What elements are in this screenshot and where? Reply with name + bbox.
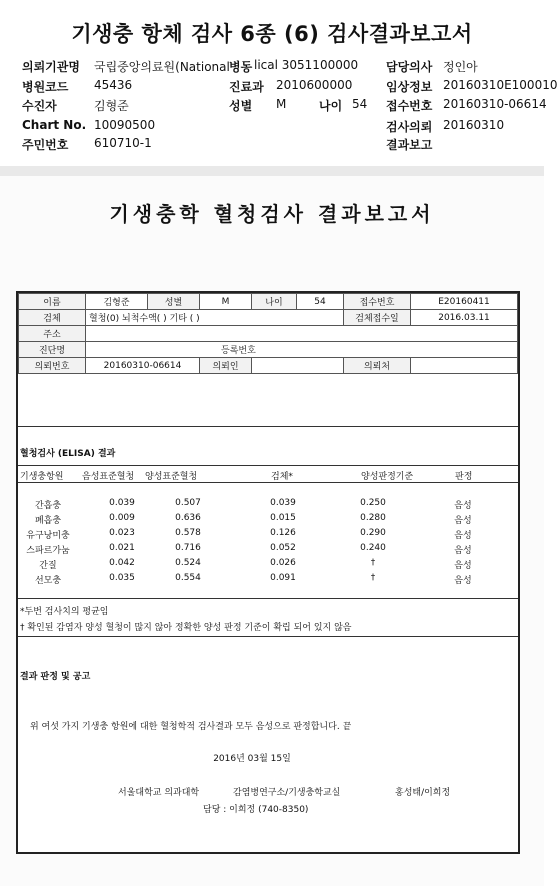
- divider-line: [18, 482, 518, 483]
- cell-specimen: 0.126: [270, 528, 296, 538]
- report-title: 기생충 항체 검사 6종 (6) 검사결과보고서: [71, 22, 473, 46]
- cell-negative-std: 0.039: [109, 498, 135, 508]
- contact: 담당 : 이희정 (740-8350): [203, 805, 309, 815]
- info-value-request-no: 20160310-06614: [86, 358, 200, 374]
- info-value-sex: M: [200, 294, 252, 310]
- value-doctor: 정인아: [443, 60, 478, 74]
- label-department: 진료과: [229, 80, 264, 94]
- label-chart-no: Chart No.: [22, 118, 87, 132]
- info-label-sex: 성별: [148, 294, 200, 310]
- label-receipt-no: 접수번호: [386, 99, 433, 113]
- cell-result: 음성: [454, 546, 472, 556]
- cell-result: 음성: [454, 531, 472, 541]
- value-chart-no: 10090500: [94, 118, 156, 132]
- divider-line: [18, 598, 518, 599]
- cell-antigen: 선모충: [34, 576, 62, 586]
- cell-result: 음성: [454, 516, 472, 526]
- report-box: [16, 291, 520, 854]
- value-sex: M: [276, 97, 287, 111]
- cell-antigen: 스파르가눔: [26, 546, 70, 556]
- cell-specimen: 0.015: [270, 513, 296, 523]
- col-header-result: 판정: [455, 472, 473, 482]
- divider-line: [18, 426, 518, 427]
- cell-negative-std: 0.035: [109, 573, 135, 583]
- col-header-specimen: 검체*: [271, 472, 293, 482]
- info-row-3: [19, 326, 518, 342]
- value-resident-no: 610710-1: [94, 136, 152, 150]
- label-doctor: 담당의사: [386, 60, 433, 74]
- cell-specimen: 0.052: [270, 543, 296, 553]
- cell-negative-std: 0.021: [109, 543, 135, 553]
- info-label-address: 주소: [19, 326, 86, 342]
- cell-positive-std: 0.578: [175, 528, 201, 538]
- col-header-negative-std: 음성표준혈청: [82, 472, 135, 482]
- cell-antigen: 유구낭미충: [26, 531, 70, 541]
- info-label-request-no: 의뢰번호: [19, 358, 86, 374]
- report-date: 2016년 03월 15일: [213, 754, 291, 764]
- cell-negative-std: 0.023: [109, 528, 135, 538]
- cell-positive-std: 0.524: [175, 558, 201, 568]
- info-label-age: 나이: [252, 294, 297, 310]
- cell-result: 음성: [454, 501, 472, 511]
- cell-antigen: 간흡충: [34, 501, 62, 511]
- scanned-report-title: 기생충학 혈청검사 결과보고서: [109, 202, 435, 226]
- value-clinical-info: 20160310E100010: [443, 78, 557, 92]
- label-patient: 수진자: [22, 99, 57, 113]
- cell-cutoff: 0.280: [360, 513, 386, 523]
- info-value-age: 54: [297, 294, 344, 310]
- cell-positive-std: 0.636: [175, 513, 201, 523]
- value-patient: 김형준: [94, 99, 129, 113]
- label-resident-no: 주민번호: [22, 138, 69, 152]
- info-label-specimen-date: 검체접수일: [344, 310, 411, 326]
- info-label-name: 이름: [19, 294, 86, 310]
- divider-line: [18, 636, 518, 637]
- value-hospital-code: 45436: [94, 78, 133, 92]
- note-average: *두번 검사치의 평균임: [20, 607, 109, 617]
- info-label-diagnosis: 진단명: [19, 342, 86, 358]
- info-label-specimen: 검체: [19, 310, 86, 326]
- label-request-date: 검사의뢰: [386, 120, 433, 134]
- divider-line: [18, 465, 518, 466]
- label-age: 나이: [319, 99, 343, 113]
- label-hospital-code: 병원코드: [22, 80, 69, 94]
- label-sex: 성별: [229, 99, 253, 113]
- info-row-1: [19, 294, 518, 310]
- elisa-section-title: 혈청검사 (ELISA) 결과: [20, 449, 116, 459]
- cell-positive-std: 0.507: [175, 498, 201, 508]
- cell-positive-std: 0.554: [175, 573, 201, 583]
- info-label-reg-no: 등록번호: [86, 342, 518, 358]
- info-value-name: 김형준: [86, 294, 148, 310]
- value-ward: lical 3051100000: [254, 58, 359, 72]
- info-label-receipt: 접수번호: [344, 294, 411, 310]
- info-value-specimen: 혈청(0) 뇌척수액( ) 기타 ( ): [86, 310, 344, 326]
- cell-cutoff: 0.250: [360, 498, 386, 508]
- department: 감염병연구소/기생충학교실: [233, 788, 341, 798]
- cell-antigen: 폐흡충: [34, 516, 62, 526]
- col-header-antigen: 기생충항원: [20, 472, 64, 482]
- info-row-5: [19, 358, 518, 374]
- info-value-requester: [252, 358, 344, 374]
- value-request-date: 20160310: [443, 118, 505, 132]
- cell-antigen: 간질: [39, 561, 57, 571]
- cell-positive-std: 0.716: [175, 543, 201, 553]
- label-clinical-info: 임상정보: [386, 80, 433, 94]
- value-age: 54: [352, 97, 368, 111]
- cell-result: 음성: [454, 561, 472, 571]
- value-department: 2010600000: [276, 78, 353, 92]
- col-header-cutoff: 양성판정기준: [361, 472, 414, 482]
- cell-negative-std: 0.042: [109, 558, 135, 568]
- institution: 서울대학교 의과대학: [118, 788, 200, 798]
- value-institution: 국립중앙의료원(National: [94, 60, 230, 74]
- cell-cutoff: 0.240: [360, 543, 386, 553]
- cell-specimen: 0.091: [270, 573, 296, 583]
- cell-cutoff: †: [370, 558, 376, 568]
- col-header-positive-std: 양성표준혈청: [145, 472, 198, 482]
- cell-specimen: 0.026: [270, 558, 296, 568]
- label-institution: 의뢰기관명: [22, 60, 80, 74]
- cell-cutoff: 0.290: [360, 528, 386, 538]
- conclusion-text: 위 여섯 가지 기생충 항원에 대한 혈청학적 검사결과 모두 음성으로 판정합니다. 끝: [30, 722, 352, 732]
- cell-result: 음성: [454, 576, 472, 586]
- label-ward: 병동: [229, 60, 253, 74]
- conclusion-title: 결과 판정 및 공고: [20, 672, 91, 682]
- note-dagger: † 확인된 감염자 양성 혈청이 많지 않아 정확한 양성 판정 기준이 확립 되어 있지 않음: [20, 623, 352, 633]
- value-receipt-no: 20160310-06614: [443, 97, 547, 111]
- info-value-address: [86, 326, 518, 342]
- info-value-request-place: [411, 358, 518, 374]
- info-value-receipt: E20160411: [411, 294, 518, 310]
- info-label-request-place: 의뢰처: [344, 358, 411, 374]
- patient-info-table: [18, 293, 518, 374]
- cell-negative-std: 0.009: [109, 513, 135, 523]
- cell-cutoff: †: [370, 573, 376, 583]
- cell-specimen: 0.039: [270, 498, 296, 508]
- info-label-requester: 의뢰인: [200, 358, 252, 374]
- info-row-2: [19, 310, 518, 326]
- label-result-report: 결과보고: [386, 138, 433, 152]
- scanned-report: [0, 176, 544, 886]
- signers: 홍성태/이희정: [395, 788, 451, 798]
- info-row-4: [19, 342, 518, 358]
- info-value-specimen-date: 2016.03.11: [411, 310, 518, 326]
